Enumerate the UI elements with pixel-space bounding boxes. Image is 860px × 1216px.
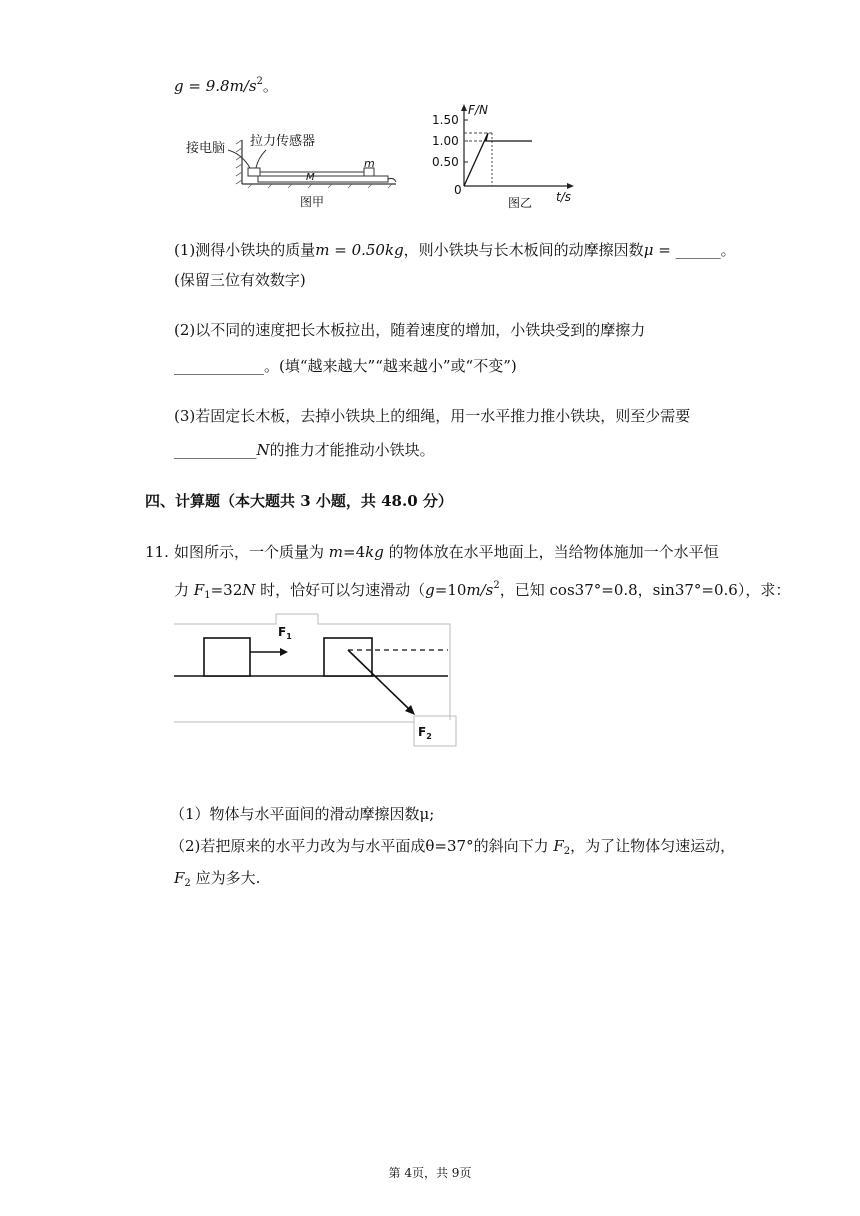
q1-answer-blank[interactable]: ______ xyxy=(675,241,721,259)
q11-l2-g: g xyxy=(425,581,435,599)
ytick-label-050: 0.50 xyxy=(432,155,459,169)
q11-line1 xyxy=(174,542,719,562)
figure-jia xyxy=(178,122,408,214)
q11-sub3-sub: 2 xyxy=(184,878,191,889)
q11-sub2-sub: 2 xyxy=(563,846,571,857)
figure-frame-bottom xyxy=(174,716,456,746)
label-F2: $F_2$ xyxy=(418,725,432,741)
section-heading: 四、计算题（本大题共 3 小题，共 48.0 分） xyxy=(145,492,453,510)
q11-l2-unit: m/s xyxy=(466,581,494,599)
block-left xyxy=(204,638,250,676)
q11-l2-N: N xyxy=(242,581,256,599)
q11-sub1: （1）物体与水平面间的滑动摩擦因数μ; xyxy=(170,805,435,823)
block-right xyxy=(324,638,372,676)
x-axis-label: t/s xyxy=(556,190,571,204)
origin-label: 0 xyxy=(454,183,462,197)
figure-q11 xyxy=(174,612,460,748)
label-m: m xyxy=(364,157,375,170)
caption-jia: 图甲 xyxy=(300,195,325,209)
label-sensor: 拉力传感器 xyxy=(250,134,316,149)
q1-mass-formula: m = 0.50kg xyxy=(315,241,404,259)
q11-sub3-b: 应为多大. xyxy=(190,869,261,887)
q11-number: 11. xyxy=(145,543,169,561)
force-F2-arrow xyxy=(348,650,410,710)
q11-l2-exp: 2 xyxy=(493,580,500,591)
q11-l2-e: ，已知 cos37°=0.8，sin37°=0.6），求： xyxy=(499,581,791,599)
q2-text: 。(填“越来越大”“越来越小”或“不变”) xyxy=(264,357,517,375)
q11-sub3-F: F xyxy=(174,869,185,887)
q1-text-a: (1)测得小铁块的质量 xyxy=(174,241,316,259)
sensor-leader xyxy=(256,150,266,168)
y-axis-label: F/N xyxy=(468,103,488,117)
F1-arrowhead xyxy=(280,648,288,656)
q2-line2 xyxy=(174,356,517,376)
figure-yi xyxy=(428,100,578,214)
q3-line2 xyxy=(174,440,435,460)
question-1 xyxy=(174,240,736,260)
q11-l2-b: =32 xyxy=(210,581,243,599)
x-axis-arrow xyxy=(567,183,574,189)
g-expression: g = 9.8 xyxy=(174,77,230,95)
q1-end: 。 xyxy=(720,241,736,259)
q3-text: 的推力才能推动小铁块。 xyxy=(269,441,435,459)
gravity-value-line xyxy=(174,72,278,96)
ytick-label-100: 1.00 xyxy=(432,134,459,148)
label-M: M xyxy=(306,172,315,183)
computer-leader xyxy=(228,150,250,168)
label-computer: 接电脑 xyxy=(186,141,226,156)
label-F1: $F_1$ xyxy=(278,625,292,641)
q11-sub2-b: ，为了让物体匀速运动， xyxy=(570,837,736,855)
q11-sub2 xyxy=(170,836,735,862)
g-unit: m/s xyxy=(229,77,257,95)
q11-l2-c: 时，恰好可以匀速滑动（ xyxy=(255,581,426,599)
q11-l1-b: =4 xyxy=(343,543,366,561)
ground-hatching xyxy=(248,184,392,188)
q1-line2: (保留三位有效数字) xyxy=(174,271,306,289)
q11-l1-a: 如图所示，一个质量为 xyxy=(174,543,329,561)
q11-line2 xyxy=(174,576,790,606)
caption-yi: 图乙 xyxy=(508,196,533,210)
q11-l1-m: m xyxy=(328,543,344,561)
q3-unit: N xyxy=(256,441,270,459)
q11-l2-d: =10 xyxy=(434,581,467,599)
g-period: 。 xyxy=(262,77,278,95)
q11-l2-a: 力 xyxy=(174,581,194,599)
q1-mu: μ = xyxy=(643,241,671,259)
q11-l1-c: 的物体放在水平地面上，当给物体施加一个水平恒 xyxy=(383,543,719,561)
q11-l2-sub: 1 xyxy=(204,590,211,601)
q2-line1: (2)以不同的速度把长木板拉出，随着速度的增加，小铁块受到的摩擦力 xyxy=(174,321,646,339)
q11-sub3 xyxy=(174,868,260,894)
q3-answer-blank[interactable]: ___________ xyxy=(174,441,257,459)
q11-sub2-a: （2)若把原来的水平力改为与水平面成θ=37°的斜向下力 xyxy=(170,837,554,855)
q11-sub2-F: F xyxy=(553,837,564,855)
q3-line1: (3)若固定长木板，去掉小铁块上的细绳，用一水平推力推小铁块，则至少需要 xyxy=(174,407,691,425)
q2-answer-blank[interactable]: ____________ xyxy=(174,357,264,375)
q1-text-b: ，则小铁块与长木板间的动摩擦因数 xyxy=(403,241,644,259)
force-sensor xyxy=(248,168,260,176)
wall-hatching xyxy=(236,140,242,184)
page-footer: 第 4页，共 9页 xyxy=(388,1166,472,1180)
y-axis-arrow xyxy=(461,104,467,111)
pull-hook xyxy=(388,178,396,182)
ytick-label-150: 1.50 xyxy=(432,113,459,127)
g-exponent: 2 xyxy=(256,76,263,87)
q11-l1-kg: kg xyxy=(365,543,384,561)
q11-l2-F: F xyxy=(193,581,205,599)
long-board xyxy=(258,176,388,182)
